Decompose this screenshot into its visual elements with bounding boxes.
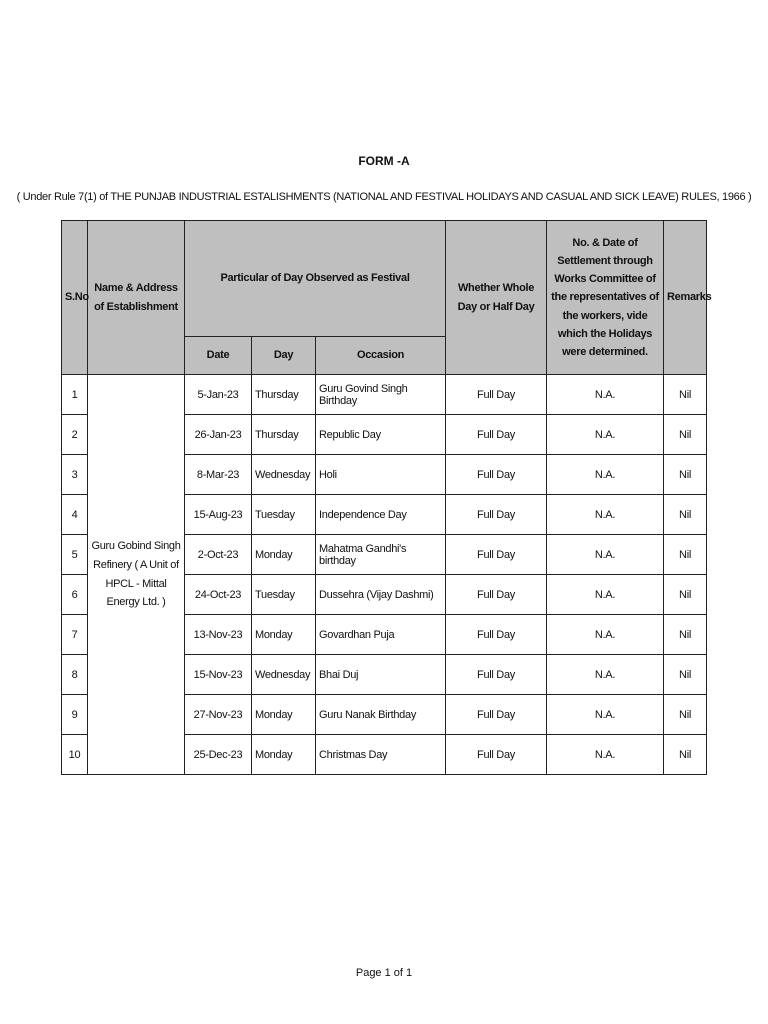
holiday-table <box>61 220 712 775</box>
cell-sno: 7 <box>62 615 88 655</box>
cell-whole-half: Full Day <box>446 575 547 615</box>
cell-settlement: N.A. <box>547 415 664 455</box>
cell-day: Tuesday <box>252 575 316 615</box>
cell-occasion: Guru Nanak Birthday <box>316 695 446 735</box>
cell-date: 8-Mar-23 <box>185 455 252 495</box>
cell-whole-half: Full Day <box>446 655 547 695</box>
cell-settlement: N.A. <box>547 495 664 535</box>
cell-date: 24-Oct-23 <box>185 575 252 615</box>
cell-remarks: Nil <box>664 375 707 415</box>
cell-occasion: Holi <box>316 455 446 495</box>
page-number: Page 1 of 1 <box>355 967 413 979</box>
cell-settlement: N.A. <box>547 735 664 775</box>
cell-sno: 4 <box>62 495 88 535</box>
cell-settlement: N.A. <box>547 695 664 735</box>
cell-occasion: Independence Day <box>316 495 446 535</box>
header-date: Date <box>185 337 252 375</box>
cell-occasion: Mahatma Gandhi's birthday <box>316 535 446 575</box>
cell-remarks: Nil <box>664 495 707 535</box>
cell-settlement: N.A. <box>547 575 664 615</box>
cell-remarks: Nil <box>664 615 707 655</box>
cell-day: Monday <box>252 535 316 575</box>
cell-whole-half: Full Day <box>446 415 547 455</box>
cell-sno: 1 <box>62 375 88 415</box>
cell-settlement: N.A. <box>547 615 664 655</box>
cell-whole-half: Full Day <box>446 695 547 735</box>
cell-remarks: Nil <box>664 655 707 695</box>
table-row <box>62 375 707 415</box>
cell-occasion: Govardhan Puja <box>316 615 446 655</box>
cell-date: 2-Oct-23 <box>185 535 252 575</box>
cell-whole-half: Full Day <box>446 455 547 495</box>
cell-date: 15-Nov-23 <box>185 655 252 695</box>
cell-remarks: Nil <box>664 455 707 495</box>
cell-whole-half: Full Day <box>446 495 547 535</box>
cell-day: Tuesday <box>252 495 316 535</box>
cell-day: Monday <box>252 695 316 735</box>
establishment-cell: Guru Gobind Singh Refinery ( A Unit of HPCL - Mittal Energy Ltd. ) <box>88 375 185 775</box>
cell-remarks: Nil <box>664 535 707 575</box>
cell-occasion: Dussehra (Vijay Dashmi) <box>316 575 446 615</box>
cell-whole-half: Full Day <box>446 735 547 775</box>
header-whole-half: Whether Whole Day or Half Day <box>446 221 547 375</box>
header-name-address: Name & Address of Establishment <box>88 221 185 375</box>
header-particular: Particular of Day Observed as Festival <box>185 221 446 337</box>
cell-sno: 8 <box>62 655 88 695</box>
cell-day: Thursday <box>252 415 316 455</box>
cell-day: Thursday <box>252 375 316 415</box>
cell-settlement: N.A. <box>547 535 664 575</box>
cell-date: 13-Nov-23 <box>185 615 252 655</box>
header-remarks: Remarks <box>664 221 707 375</box>
cell-whole-half: Full Day <box>446 615 547 655</box>
cell-date: 26-Jan-23 <box>185 415 252 455</box>
cell-occasion: Guru Govind Singh Birthday <box>316 375 446 415</box>
cell-remarks: Nil <box>664 735 707 775</box>
header-day: Day <box>252 337 316 375</box>
cell-sno: 5 <box>62 535 88 575</box>
cell-day: Wednesday <box>252 655 316 695</box>
cell-occasion: Christmas Day <box>316 735 446 775</box>
header-sno: S.No <box>62 221 88 375</box>
header-occasion: Occasion <box>316 337 446 375</box>
cell-whole-half: Full Day <box>446 375 547 415</box>
cell-settlement: N.A. <box>547 455 664 495</box>
cell-sno: 3 <box>62 455 88 495</box>
form-subtitle: ( Under Rule 7(1) of THE PUNJAB INDUSTRIAL ESTALISHMENTS (NATIONAL AND FESTIVAL HOLIDAYS AND CASUAL AND SICK LEAVE) RULES, 1966 ) <box>16 191 752 203</box>
cell-day: Monday <box>252 735 316 775</box>
cell-remarks: Nil <box>664 415 707 455</box>
cell-settlement: N.A. <box>547 375 664 415</box>
cell-whole-half: Full Day <box>446 535 547 575</box>
cell-date: 15-Aug-23 <box>185 495 252 535</box>
cell-occasion: Republic Day <box>316 415 446 455</box>
header-settlement: No. & Date of Settlement through Works Committee of the representatives of the workers, vide which the Holidays were determined. <box>547 221 664 375</box>
cell-date: 27-Nov-23 <box>185 695 252 735</box>
cell-day: Wednesday <box>252 455 316 495</box>
cell-sno: 10 <box>62 735 88 775</box>
cell-date: 25-Dec-23 <box>185 735 252 775</box>
cell-date: 5-Jan-23 <box>185 375 252 415</box>
cell-sno: 2 <box>62 415 88 455</box>
cell-sno: 9 <box>62 695 88 735</box>
table-body <box>62 375 707 775</box>
form-title: FORM -A <box>358 154 410 168</box>
cell-sno: 6 <box>62 575 88 615</box>
cell-occasion: Bhai Duj <box>316 655 446 695</box>
cell-settlement: N.A. <box>547 655 664 695</box>
cell-remarks: Nil <box>664 575 707 615</box>
cell-remarks: Nil <box>664 695 707 735</box>
cell-day: Monday <box>252 615 316 655</box>
